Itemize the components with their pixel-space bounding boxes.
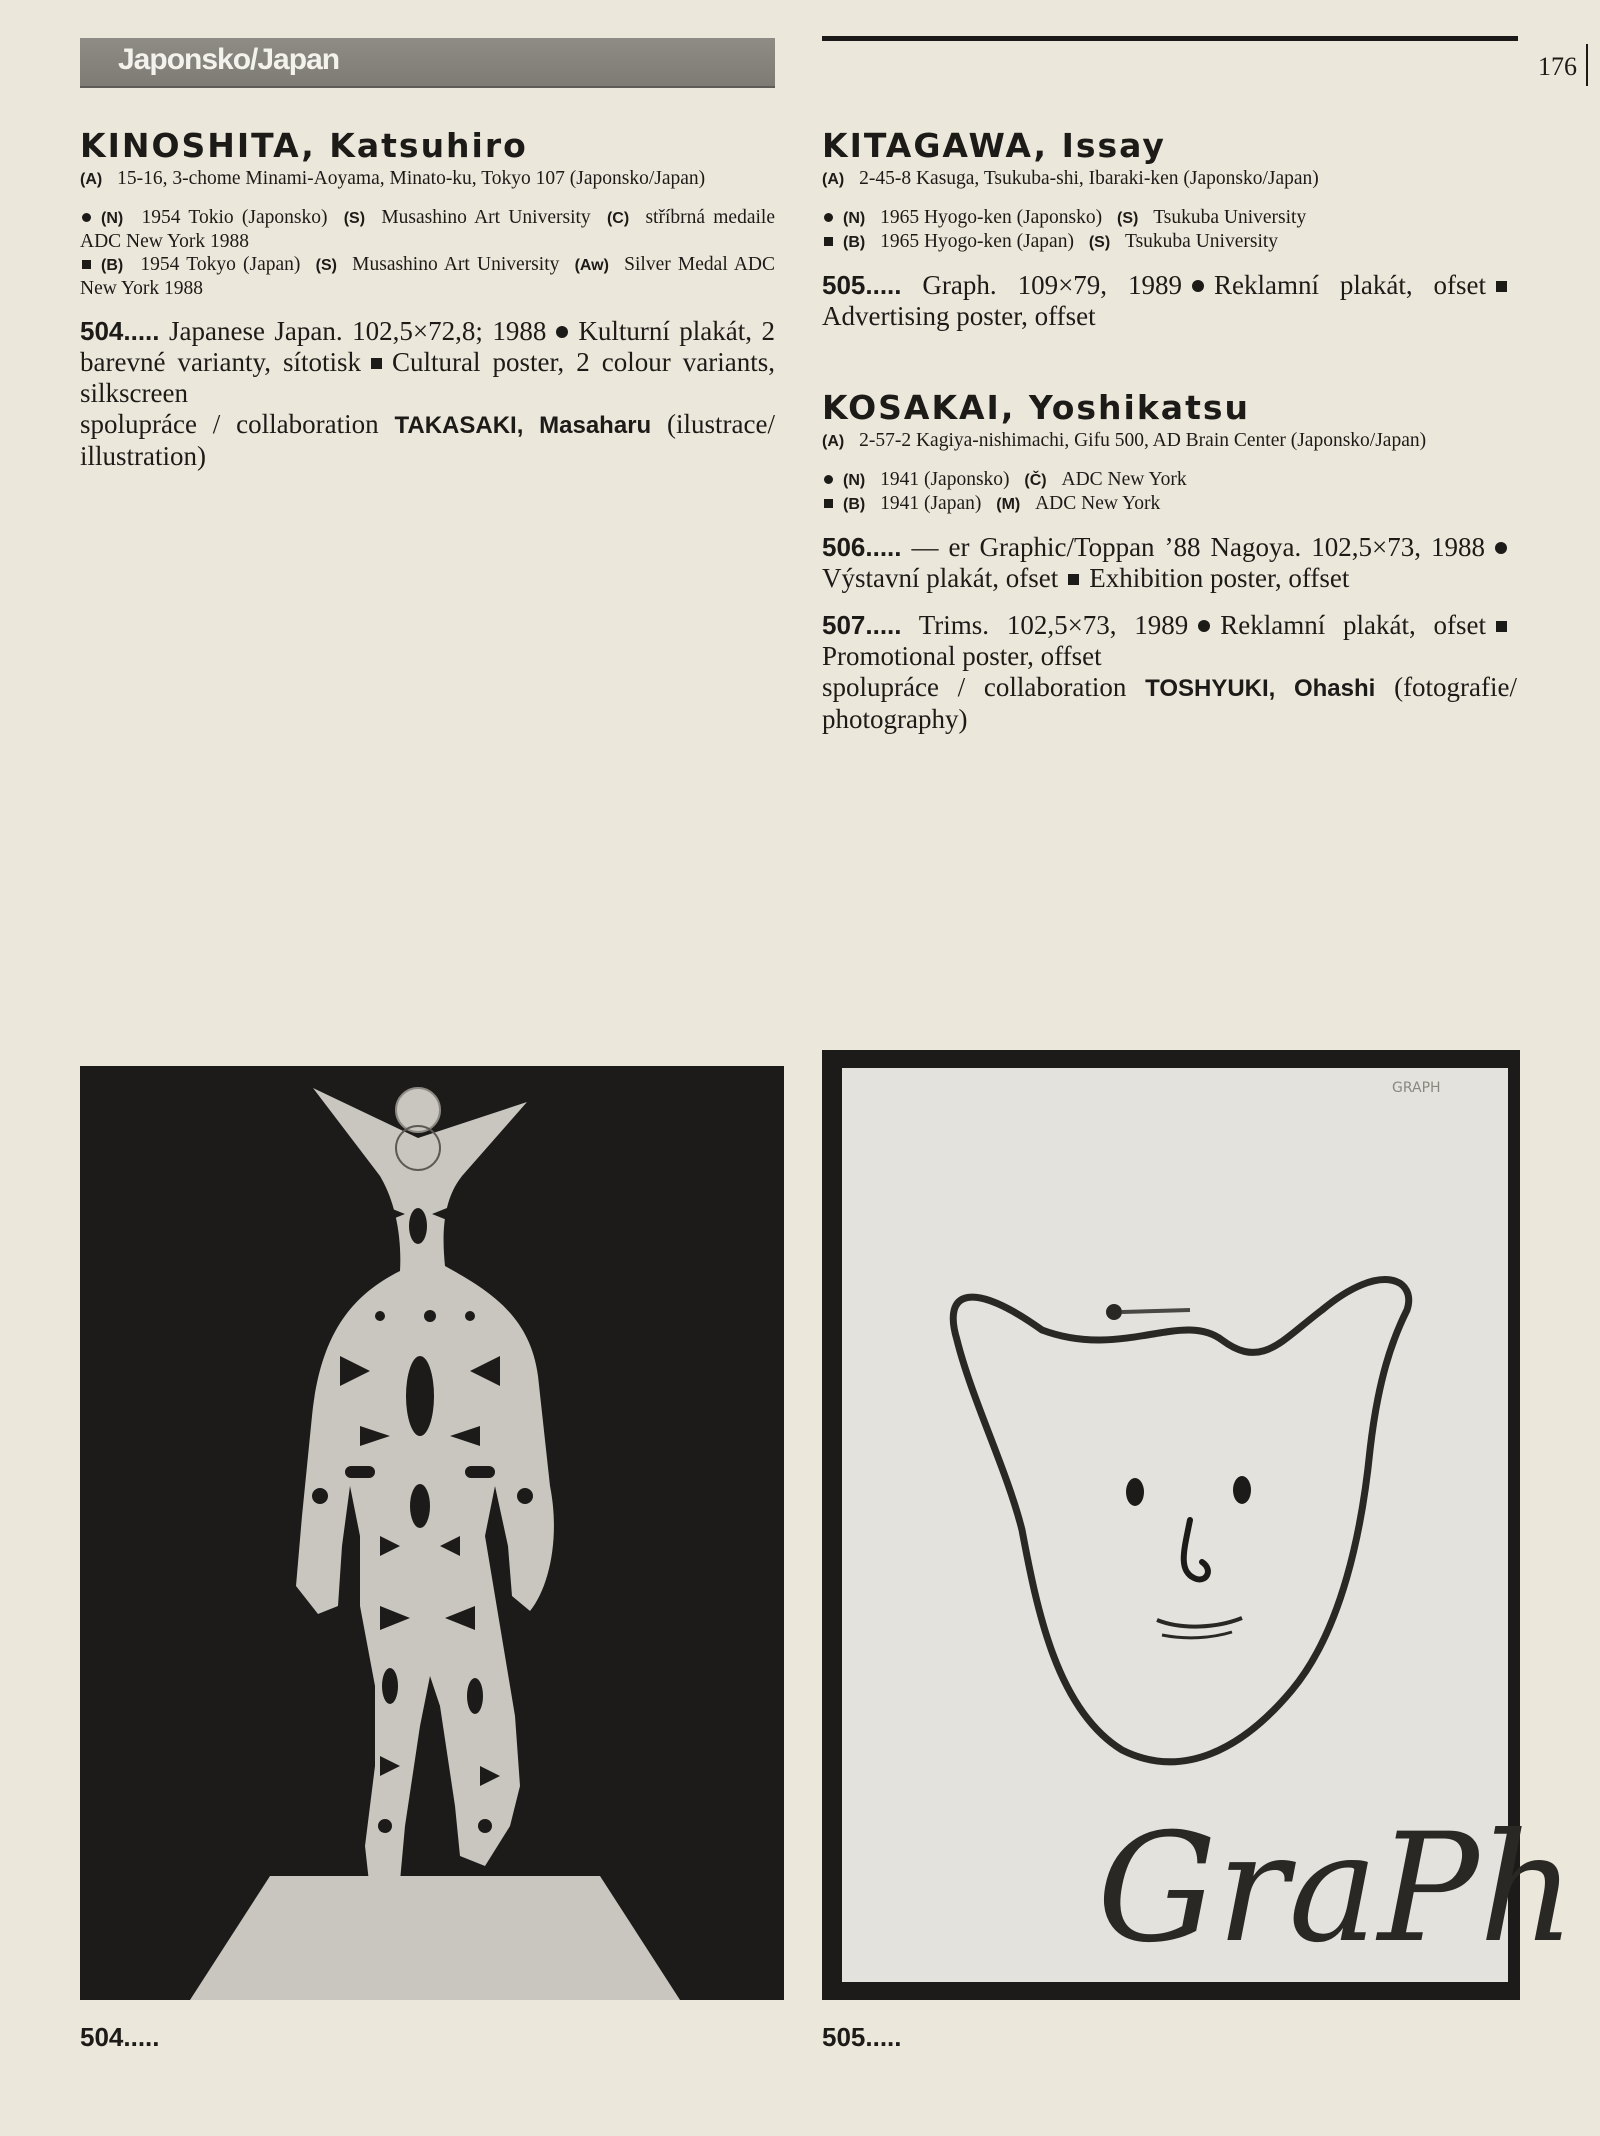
graph-poster-illustration: [822, 1050, 1576, 2000]
entry-number: 505.....: [822, 270, 902, 300]
entry-title: Graph. 109×79, 1989: [922, 270, 1182, 300]
artist-name-kitagawa: KITAGAWA, Issay: [822, 126, 1166, 165]
artist-name-kinoshita: KINOSHITA, Katsuhiro: [80, 126, 528, 165]
bio-school-en: Tsukuba University: [1125, 231, 1279, 252]
section-title: Japonsko/Japan: [118, 43, 340, 76]
entry-number: 507.....: [822, 610, 902, 640]
poster-504-image: [80, 1066, 784, 2000]
address-text: 15-16, 3-chome Minami-Aoyama, Minato-ku, Tokyo 107 (Japonsko/Japan): [117, 168, 706, 189]
bio-czech: [822, 468, 1517, 492]
bio-birth-cz: 1941 (Japonsko): [880, 469, 1010, 490]
bio-english: [822, 230, 1517, 254]
collab-suffix: (fotografie/ photography): [822, 672, 1518, 734]
entry-desc-en: Cultural poster, 2 colour variants, silkscreen: [80, 347, 775, 408]
artist-address: [822, 167, 1517, 192]
bio-birth-en: 1941 (Japan): [880, 493, 982, 514]
artist-address: [822, 429, 1517, 454]
address-tag: (A): [80, 171, 103, 188]
tag-s: (S): [1088, 234, 1111, 251]
artist-name-kosakai: KOSAKAI, Yoshikatsu: [822, 388, 1250, 427]
graph-lettering: GraPh: [1097, 1802, 1576, 1976]
bullet-icon: [1192, 280, 1204, 292]
caption-504: 504.....: [80, 2022, 160, 2052]
entry-505: [822, 270, 1517, 332]
entry-desc-cz: Kulturní plakát, 2 barevné varianty, sítotisk: [80, 316, 776, 377]
entry-desc-cz: Výstavní plakát, ofset: [822, 563, 1059, 593]
section-header-bar: [80, 38, 775, 88]
collab-prefix: spolupráce / collaboration: [822, 672, 1127, 702]
tag-s: (S): [343, 210, 366, 227]
poster-505-image: [822, 1050, 1576, 2000]
square-icon: [1496, 621, 1507, 632]
right-column: [822, 128, 1517, 735]
tag-s: (S): [315, 257, 337, 274]
entry-504: [80, 316, 775, 472]
bio-english: [80, 253, 775, 300]
tag-b: (B): [101, 257, 124, 274]
collab-name: TAKASAKI, Masaharu: [394, 412, 652, 439]
bullet-icon: [82, 213, 91, 222]
square-icon: [1496, 281, 1507, 292]
entry-506: [822, 532, 1517, 594]
caption-505: 505.....: [822, 2022, 902, 2052]
tag-c: (C): [606, 210, 630, 227]
square-icon: [371, 358, 382, 369]
top-rule: [822, 36, 1518, 41]
entry-desc-en: Promotional poster, offset: [822, 641, 1102, 671]
tag-n: (N): [101, 210, 124, 227]
bio-birth-cz: 1965 Hyogo-ken (Japonsko): [880, 207, 1103, 228]
collab-suffix: (ilustrace/ illustration): [80, 409, 775, 471]
bullet-icon: [1495, 542, 1507, 554]
bio-birth-en: 1954 Tokyo (Japan): [140, 254, 301, 275]
bio-award-cz: stříbrná medaile ADC New York 1988: [80, 207, 775, 252]
square-icon: [1068, 574, 1079, 585]
address-text: 2-57-2 Kagiya-nishimachi, Gifu 500, AD Brain Center (Japonsko/Japan): [859, 430, 1427, 451]
entry-number: 504.....: [80, 316, 160, 346]
entry-507: [822, 610, 1517, 735]
corner-logo: GRAPH: [1392, 1080, 1441, 1096]
entry-desc-cz: Reklamní plakát, ofset: [1220, 610, 1486, 640]
entry-title: — er Graphic/Toppan ’88 Nagoya. 102,5×73, 1988: [911, 532, 1486, 562]
tag-b: (B): [843, 234, 866, 251]
tag-aw: (Aw): [574, 257, 609, 274]
bio-czech: [80, 206, 775, 253]
tag-n: (N): [843, 210, 866, 227]
left-eye: [1126, 1478, 1144, 1506]
tag-m: (M): [996, 496, 1021, 513]
right-eye: [1233, 1476, 1251, 1504]
bullet-icon: [556, 326, 568, 338]
tag-b: (B): [843, 496, 866, 513]
bullet-icon: [1198, 620, 1210, 632]
bio-school-cz: Tsukuba University: [1153, 207, 1307, 228]
bullet-icon: [824, 213, 833, 222]
square-icon: [824, 237, 833, 246]
tag-c: (Č): [1024, 472, 1047, 489]
square-icon: [824, 499, 833, 508]
entry-title: Japanese Japan. 102,5×72,8; 1988: [168, 316, 547, 346]
cutout-figure-illustration: [80, 1066, 784, 2000]
bio-award-cz: ADC New York: [1061, 469, 1187, 490]
entry-number: 506.....: [822, 532, 902, 562]
page-edge-rule: [1586, 44, 1588, 86]
address-tag: (A): [822, 433, 845, 450]
bio-english: [822, 492, 1517, 516]
square-icon: [82, 260, 91, 269]
bio-school-en: Musashino Art University: [352, 254, 560, 275]
page-number: 176: [1538, 52, 1577, 81]
address-text: 2-45-8 Kasuga, Tsukuba-shi, Ibaraki-ken (Japonsko/Japan): [859, 168, 1319, 189]
entry-desc-en: Advertising poster, offset: [822, 301, 1096, 331]
entry-desc-en: Exhibition poster, offset: [1089, 563, 1350, 593]
bullet-icon: [824, 475, 833, 484]
address-tag: (A): [822, 171, 845, 188]
bio-czech: [822, 206, 1517, 230]
entry-desc-cz: Reklamní plakát, ofset: [1213, 270, 1486, 300]
left-column: [80, 128, 775, 472]
bio-birth-en: 1965 Hyogo-ken (Japan): [880, 231, 1074, 252]
tag-n: (N): [843, 472, 866, 489]
collab-prefix: spolupráce / collaboration: [80, 409, 379, 439]
bio-birth-cz: 1954 Tokio (Japonsko): [141, 207, 328, 228]
collab-name: TOSHYUKI, Ohashi: [1145, 675, 1376, 702]
tag-s: (S): [1117, 210, 1139, 227]
bio-school-cz: Musashino Art University: [381, 207, 591, 228]
entry-title: Trims. 102,5×73, 1989: [918, 610, 1189, 640]
bio-award-en: ADC New York: [1035, 493, 1161, 514]
bio-award-en: Silver Medal ADC New York 1988: [80, 254, 776, 299]
artist-address: [80, 167, 775, 192]
